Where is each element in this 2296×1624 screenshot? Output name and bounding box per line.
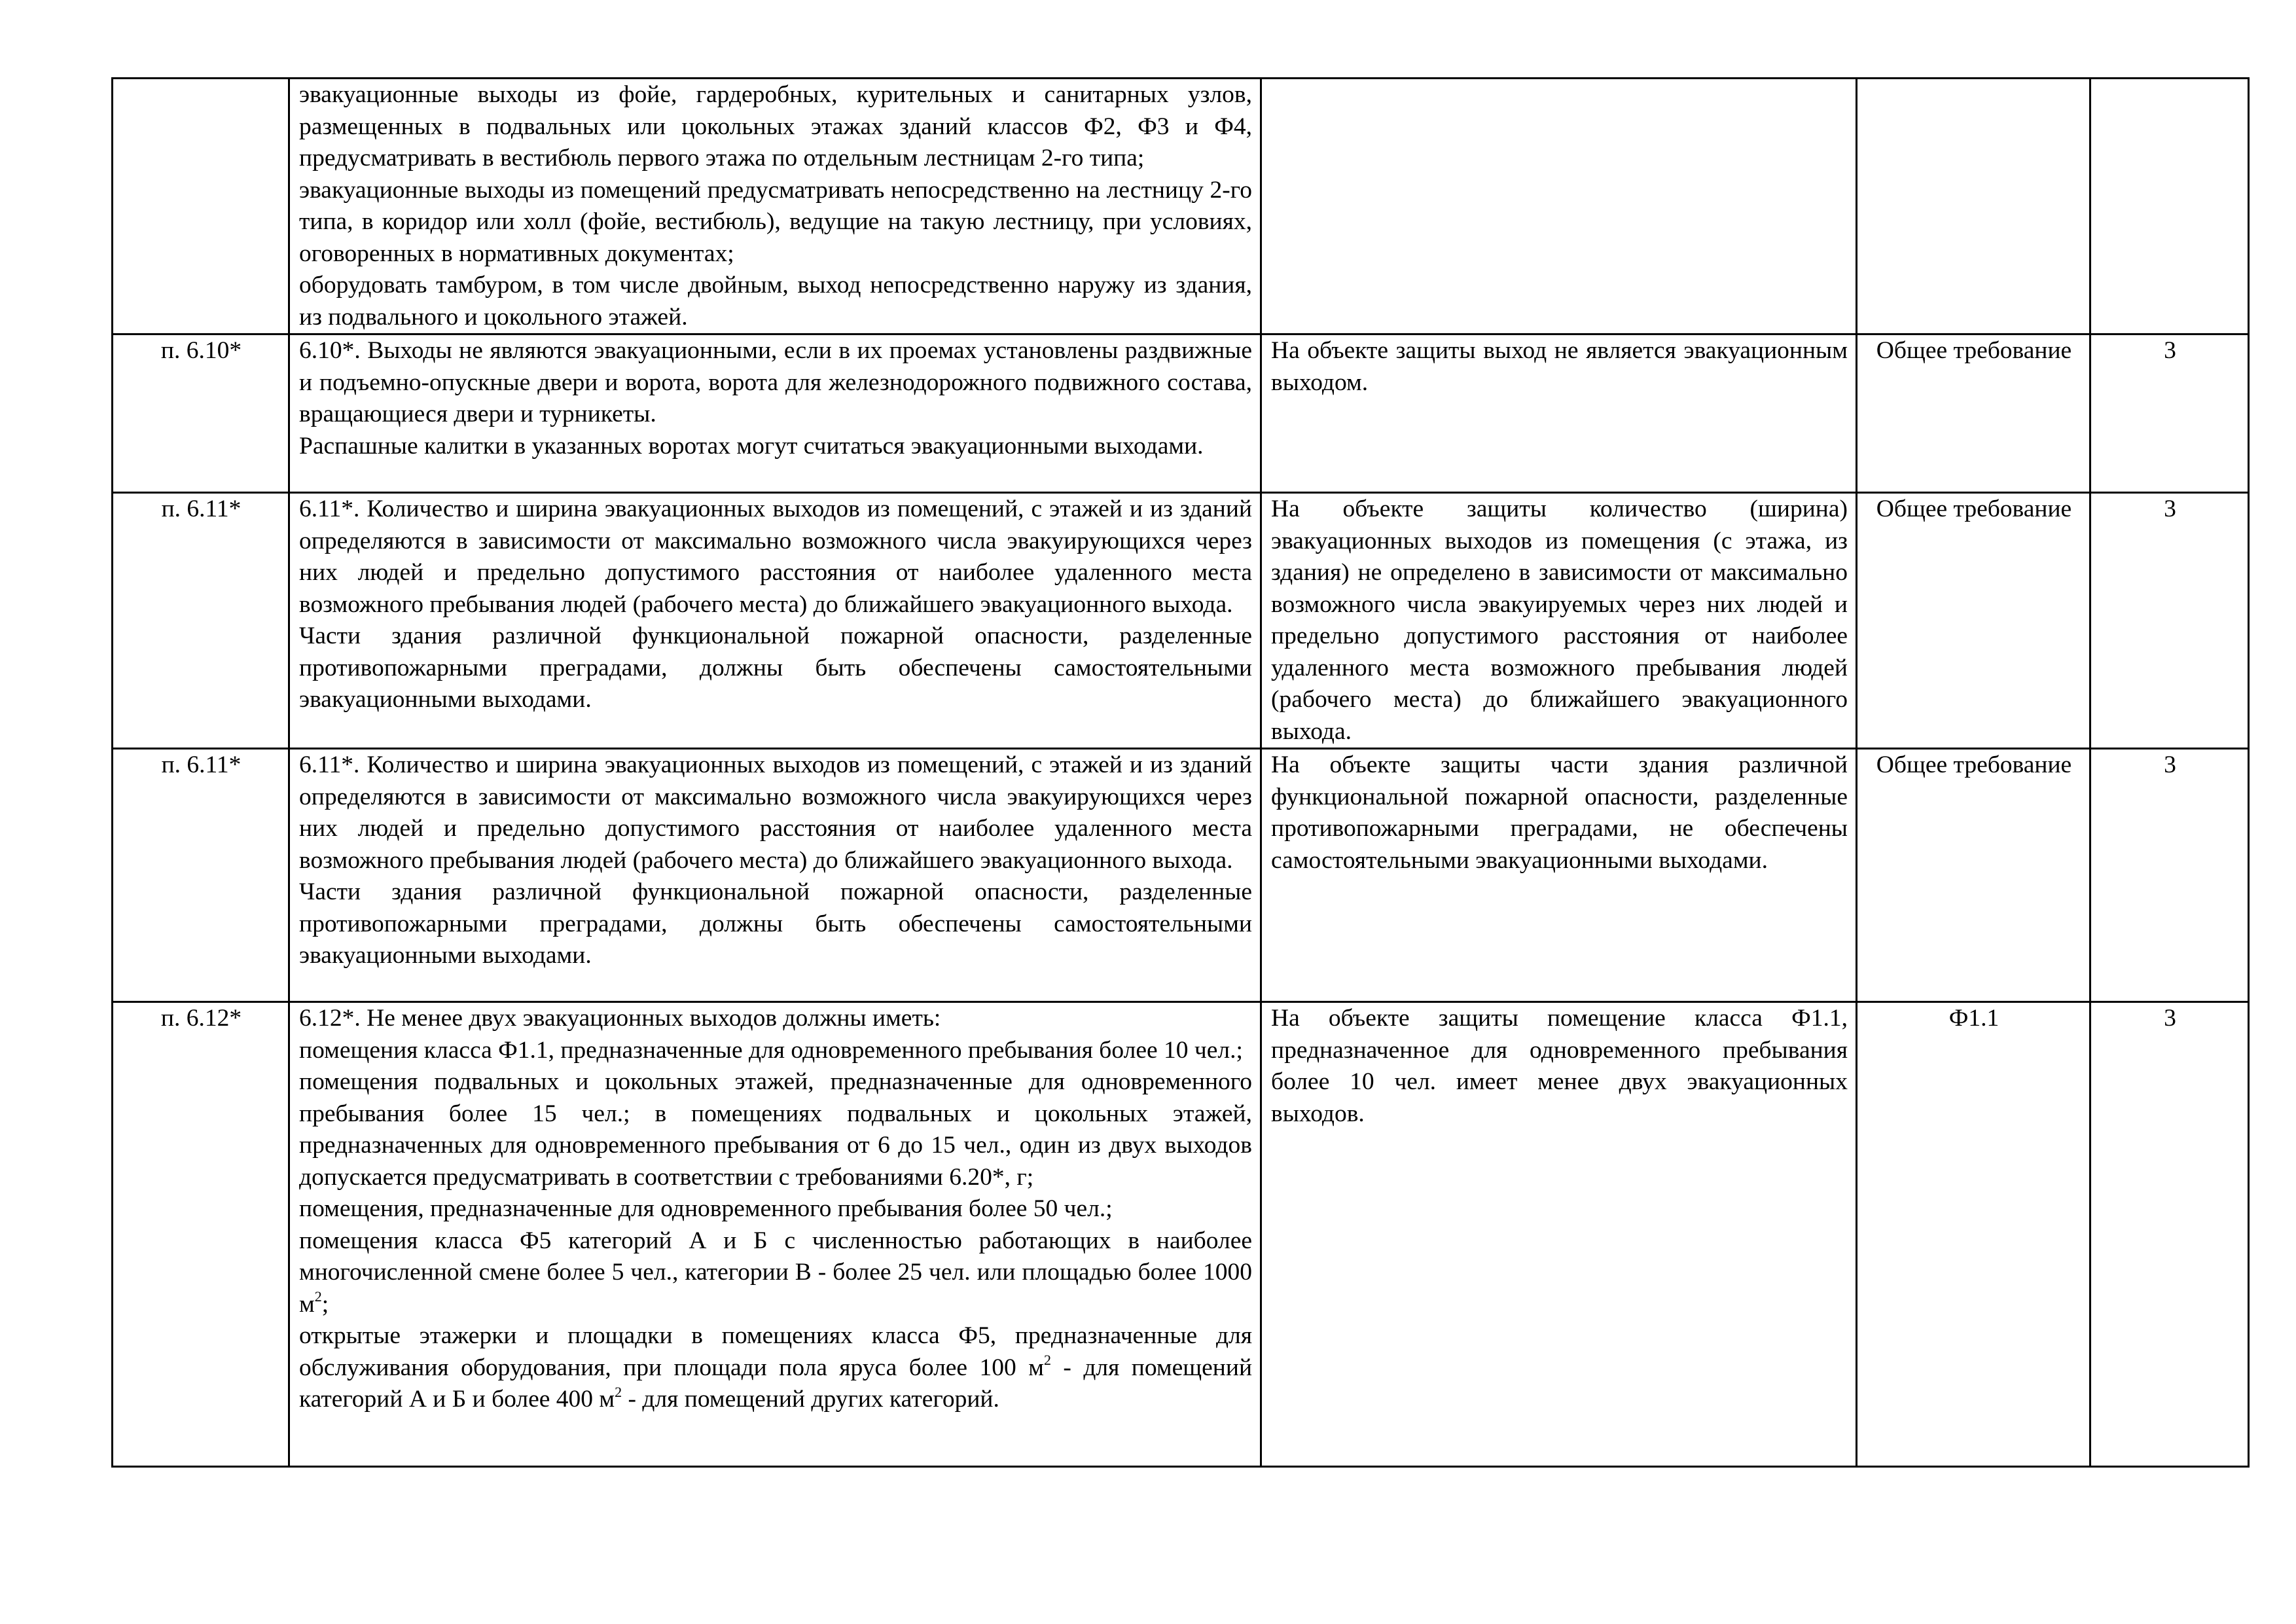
requirement-text-cell: [289, 749, 1261, 1002]
requirement-text-cell: [289, 79, 1261, 334]
clause-ref-cell: п. 6.11*: [113, 749, 289, 1002]
table-row: [113, 79, 2249, 334]
requirement-paragraph: 6.11*. Количество и ширина эвакуационных выходов из помещений, с этажей и из зданий определяются в зависимости от максимально возможного числа эвакуирующихся через них людей и предельно допустимого расстояния от наиболее удаленного места возможного пребывания людей (рабочего места) до ближайшего эвакуационного выхода.: [299, 496, 1252, 618]
requirement-paragraph: Части здания различной функциональной пожарной опасности, разделенные противопожарными преградами, должны быть обеспечены самостоятельными эвакуационными выходами.: [299, 878, 1252, 969]
requirement-paragraph: помещения класса Ф1.1, предназначенные для одновременного пребывания более 10 чел.;: [299, 1036, 1243, 1064]
table-row: [113, 749, 2249, 1002]
violation-cell: На объекте защиты выход не является эвакуационным выходом.: [1261, 334, 1857, 493]
class-cell: Общее требование: [1857, 493, 2090, 749]
text-fragment: открытые этажерки и площадки в помещениях класса Ф5, предназначенные для обслуживания оборудования, при площади пола яруса более 100 м: [299, 1322, 1252, 1381]
text-fragment: ;: [321, 1290, 329, 1318]
violation-cell: [1261, 79, 1857, 334]
superscript: 2: [1043, 1352, 1051, 1368]
text-fragment: помещения класса Ф5 категорий А и Б с численностью работающих в наиболее многочисленной смене более 5 чел., категории В - более 25 чел. или площадью более 1000 м: [299, 1227, 1252, 1318]
requirement-paragraph: помещения подвальных и цокольных этажей, предназначенные для одновременного пребывания более 15 чел.; в помещениях подвальных и цокольных этажей, предназначенных для одновременного пребывания от 6 до 15 чел., один из двух выходов допускается предусматривать в соответствии с требованиями 6.20*, г;: [299, 1068, 1252, 1191]
clause-ref-cell: [113, 79, 289, 334]
count-cell: 3: [2090, 1002, 2249, 1467]
superscript: 2: [615, 1383, 622, 1400]
requirement-paragraph: эвакуационные выходы из фойе, гардеробных, курительных и санитарных узлов, размещенных в подвальных или цокольных этажах зданий классов Ф2, Ф3 и Ф4, предусматривать в вестибюль первого этажа по отдельным лестницам 2-го типа;: [299, 81, 1252, 171]
document-page: [111, 77, 2245, 1468]
text-fragment: - для помещений категорий А и Б и более 400 м: [299, 1354, 1253, 1413]
requirement-paragraph-shelf: [299, 1320, 1252, 1416]
text-fragment: - для помещений других категорий.: [622, 1386, 999, 1413]
requirement-paragraph: 6.10*. Выходы не являются эвакуационными, если в их проемах установлены раздвижные и подъемно-опускные двери и ворота, ворота для железнодорожного подвижного состава, вращающиеся двери и турникеты.: [299, 337, 1252, 427]
count-cell: [2090, 79, 2249, 334]
requirement-paragraph: Части здания различной функциональной пожарной опасности, разделенные противопожарными преградами, должны быть обеспечены самостоятельными эвакуационными выходами.: [299, 623, 1252, 713]
table-row: [113, 1002, 2249, 1467]
table-row: [113, 334, 2249, 493]
requirement-paragraph: оборудовать тамбуром, в том числе двойным, выход непосредственно наружу из здания, из подвального и цокольного этажей.: [299, 272, 1252, 331]
violation-cell: На объекте защиты помещение класса Ф1.1, предназначенное для одновременного пребывания более 10 чел. имеет менее двух эвакуационных выходов.: [1261, 1002, 1857, 1467]
requirement-paragraph: Распашные калитки в указанных воротах могут считаться эвакуационными выходами.: [299, 432, 1204, 460]
requirement-paragraph: помещения, предназначенные для одновременного пребывания более 50 чел.;: [299, 1195, 1113, 1222]
requirement-paragraph: 6.12*. Не менее двух эвакуационных выходов должны иметь:: [299, 1005, 941, 1032]
class-cell: [1857, 79, 2090, 334]
class-cell: Общее требование: [1857, 749, 2090, 1002]
clause-ref-cell: п. 6.10*: [113, 334, 289, 493]
clause-ref-cell: п. 6.11*: [113, 493, 289, 749]
requirement-paragraph: 6.11*. Количество и ширина эвакуационных выходов из помещений, с этажей и из зданий определяются в зависимости от максимально возможного числа эвакуирующихся через них людей и предельно допустимого расстояния от наиболее удаленного места возможного пребывания людей (рабочего места) до ближайшего эвакуационного выхода.: [299, 751, 1252, 874]
violation-cell: На объекте защиты части здания различной функциональной пожарной опасности, разделенные противопожарными преградами, не обеспечены самостоятельными эвакуационными выходами.: [1261, 749, 1857, 1002]
requirement-text-cell: [289, 334, 1261, 493]
requirement-paragraph-area: [299, 1225, 1252, 1321]
table-row: [113, 493, 2249, 749]
count-cell: 3: [2090, 334, 2249, 493]
requirement-text-cell: [289, 1002, 1261, 1467]
count-cell: 3: [2090, 493, 2249, 749]
clause-ref-cell: п. 6.12*: [113, 1002, 289, 1467]
requirement-text-cell: [289, 493, 1261, 749]
class-cell: Ф1.1: [1857, 1002, 2090, 1467]
superscript: 2: [314, 1288, 322, 1305]
class-cell: Общее требование: [1857, 334, 2090, 493]
count-cell: 3: [2090, 749, 2249, 1002]
requirement-paragraph: эвакуационные выходы из помещений предусматривать непосредственно на лестницу 2-го типа, в коридор или холл (фойе, вестибюль), ведущие на такую лестницу, при условиях, оговоренных в нормативных документах;: [299, 176, 1252, 267]
violation-cell: На объекте защиты количество (ширина) эвакуационных выходов из помещения (с этажа, из здания) не определено в зависимости от максимально возможного числа эвакуируемых через них людей и предельно допустимого расстояния от наиболее удаленного места возможного пребывания людей (рабочего места) до ближайшего эвакуационного выхода.: [1261, 493, 1857, 749]
requirements-table: [111, 77, 2250, 1468]
